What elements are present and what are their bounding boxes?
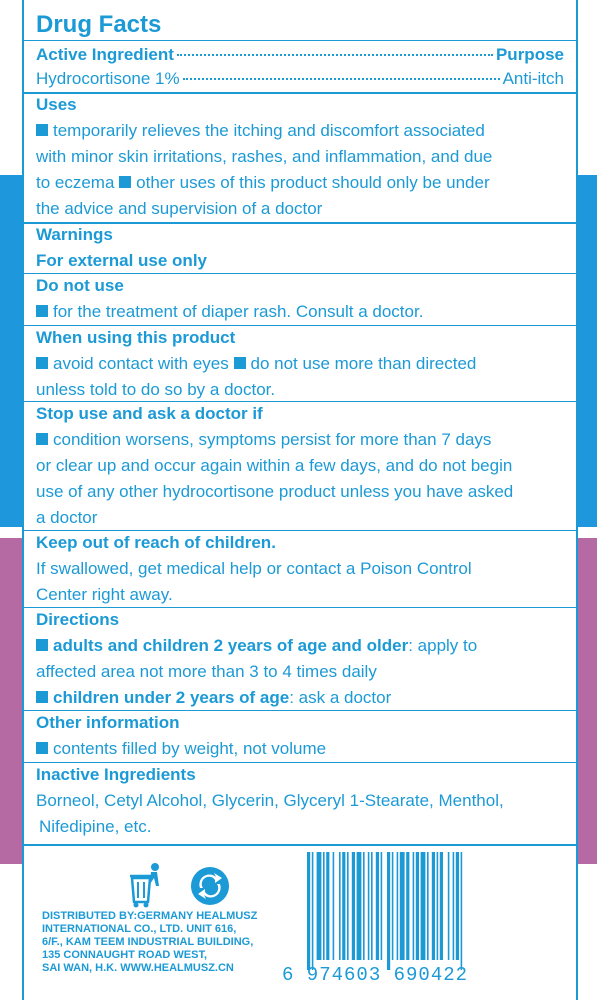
recycle-bin-person-icon (130, 862, 164, 908)
divider (24, 844, 576, 846)
when-using-line1b: do not use more than directed (250, 354, 477, 373)
barcode-bar (397, 852, 399, 960)
barcode-bar (352, 852, 355, 960)
barcode-bar (387, 852, 390, 970)
uses-section (24, 92, 576, 222)
barcode-bar (453, 852, 455, 960)
external-use-text: For external use only (36, 251, 207, 270)
distributor-block (42, 910, 257, 975)
when-using-line2: unless told to do so by a doctor. (36, 380, 276, 399)
active-ingredient-header (24, 42, 576, 68)
uses-line4: the advice and supervision of a doctor (36, 199, 323, 218)
uses-heading: Uses (36, 95, 77, 114)
stop-use-line4: a doctor (36, 508, 98, 527)
keep-out-heading: Keep out of reach of children. (36, 533, 276, 552)
page-title: Drug Facts (36, 11, 162, 38)
warnings-heading: Warnings (36, 225, 113, 244)
bullet-square-icon (36, 305, 48, 317)
barcode-bar (357, 852, 362, 960)
barcode-bar (371, 852, 373, 960)
uses-line2: with minor skin irritations, rashes, and inflammation, and due (36, 147, 493, 166)
bullet-square-icon (36, 357, 48, 369)
barcode-bar (437, 852, 439, 960)
other-info-line1: contents filled by weight, not volume (53, 739, 327, 758)
ingredient-purpose: Anti-itch (502, 69, 564, 88)
barcode-bar (363, 852, 365, 960)
directions-line1-rest: : apply to (408, 636, 478, 655)
directions-line3-bold: children under 2 years of age (53, 688, 290, 707)
barcode-bar (406, 852, 409, 960)
when-using-heading: When using this product (36, 328, 236, 347)
divider (24, 40, 576, 41)
bullet-square-icon (119, 176, 131, 188)
active-ingredient-label: Active Ingredient (36, 45, 174, 64)
do-not-use-heading: Do not use (36, 276, 124, 295)
drug-facts-panel (22, 0, 578, 1000)
barcode-bar (392, 852, 394, 960)
barcode-bar (381, 852, 383, 960)
barcode-bar (347, 852, 349, 960)
barcode-bar (432, 852, 435, 960)
bullet-square-icon (36, 691, 48, 703)
barcode-bar (413, 852, 415, 960)
inactive-line1: Borneol, Cetyl Alcohol, Glycerin, Glyceryl 1-Stearate, Menthol, (36, 791, 504, 810)
barcode-bar (342, 852, 345, 960)
directions-line3-rest: : ask a doctor (289, 688, 392, 707)
uses-line3a: to eczema (36, 173, 115, 192)
keep-out-line1: If swallowed, get medical help or contact a Poison Control (36, 559, 472, 578)
ingredient-row (24, 66, 576, 92)
bullet-square-icon (36, 639, 48, 651)
barcode-bar (427, 852, 429, 960)
when-using-line1a: avoid contact with eyes (53, 354, 229, 373)
barcode-bar (400, 852, 405, 960)
uses-line1: temporarily relieves the itching and discomfort associated (53, 121, 485, 140)
barcode-bar (448, 852, 450, 960)
barcode-bar (333, 852, 335, 960)
directions-section (24, 607, 576, 711)
bullet-square-icon (36, 742, 48, 754)
barcode-bar (317, 852, 322, 960)
bullet-square-icon (36, 433, 48, 445)
barcode-bar (307, 852, 310, 970)
title-row (24, 10, 576, 40)
when-using-section (24, 325, 576, 403)
stop-use-line2: or clear up and occur again within a few days, and do not begin (36, 456, 513, 475)
barcode-bar (456, 852, 459, 960)
distributor-line1: DISTRIBUTED BY:GERMANY HEALMUSZ (42, 910, 258, 922)
keep-out-section (24, 530, 576, 608)
do-not-use-line1: for the treatment of diaper rash. Consult a doctor. (53, 302, 424, 321)
warnings-section (24, 222, 576, 274)
stop-use-heading: Stop use and ask a doctor if (36, 404, 263, 423)
barcode-bar (421, 852, 426, 960)
directions-line2: affected area not more than 3 to 4 times daily (36, 662, 377, 681)
other-info-section (24, 710, 576, 762)
ingredient-name: Hydrocortisone 1% (36, 69, 180, 88)
stop-use-section (24, 401, 576, 531)
barcode-bar (461, 852, 463, 970)
distributor-line3: 6/F., KAM TEEM INDUSTRIAL BUILDING, (42, 936, 254, 948)
barcode-digits: 6 974603 690422 (282, 964, 469, 986)
dot-leader (183, 78, 500, 80)
barcode-bar (339, 852, 341, 960)
inactive-line2: Nifedipine, etc. (39, 817, 152, 836)
barcode-bar (368, 852, 370, 960)
stop-use-line3: use of any other hydrocortisone product unless you have asked (36, 482, 514, 501)
bullet-square-icon (36, 124, 48, 136)
barcode-bar (312, 852, 314, 970)
distributor-line5: SAI WAN, H.K. WWW.HEALMUSZ.CN (42, 962, 234, 974)
recycle-arrows-icon (190, 866, 230, 906)
distributor-line4: 135 CONNAUGHT ROAD WEST, (42, 949, 208, 961)
other-info-heading: Other information (36, 713, 180, 732)
keep-out-line2: Center right away. (36, 585, 173, 604)
distributor-line2: INTERNATIONAL CO., LTD. UNIT 616, (42, 923, 237, 935)
purpose-label: Purpose (495, 45, 564, 64)
inactive-heading: Inactive Ingredients (36, 765, 196, 784)
do-not-use-section (24, 273, 576, 325)
directions-heading: Directions (36, 610, 120, 629)
directions-line1-bold: adults and children 2 years of age and older (53, 636, 409, 655)
barcode-bar (416, 852, 419, 960)
barcode-bar (440, 852, 443, 960)
barcode-bar (326, 852, 329, 960)
bullet-square-icon (234, 357, 246, 369)
stop-use-line1: condition worsens, symptoms persist for more than 7 days (53, 430, 492, 449)
inactive-section (24, 762, 576, 840)
dot-leader (177, 54, 493, 56)
uses-line3b: other uses of this product should only be under (136, 173, 490, 192)
barcode-bar (323, 852, 325, 960)
barcode-bar (376, 852, 379, 960)
